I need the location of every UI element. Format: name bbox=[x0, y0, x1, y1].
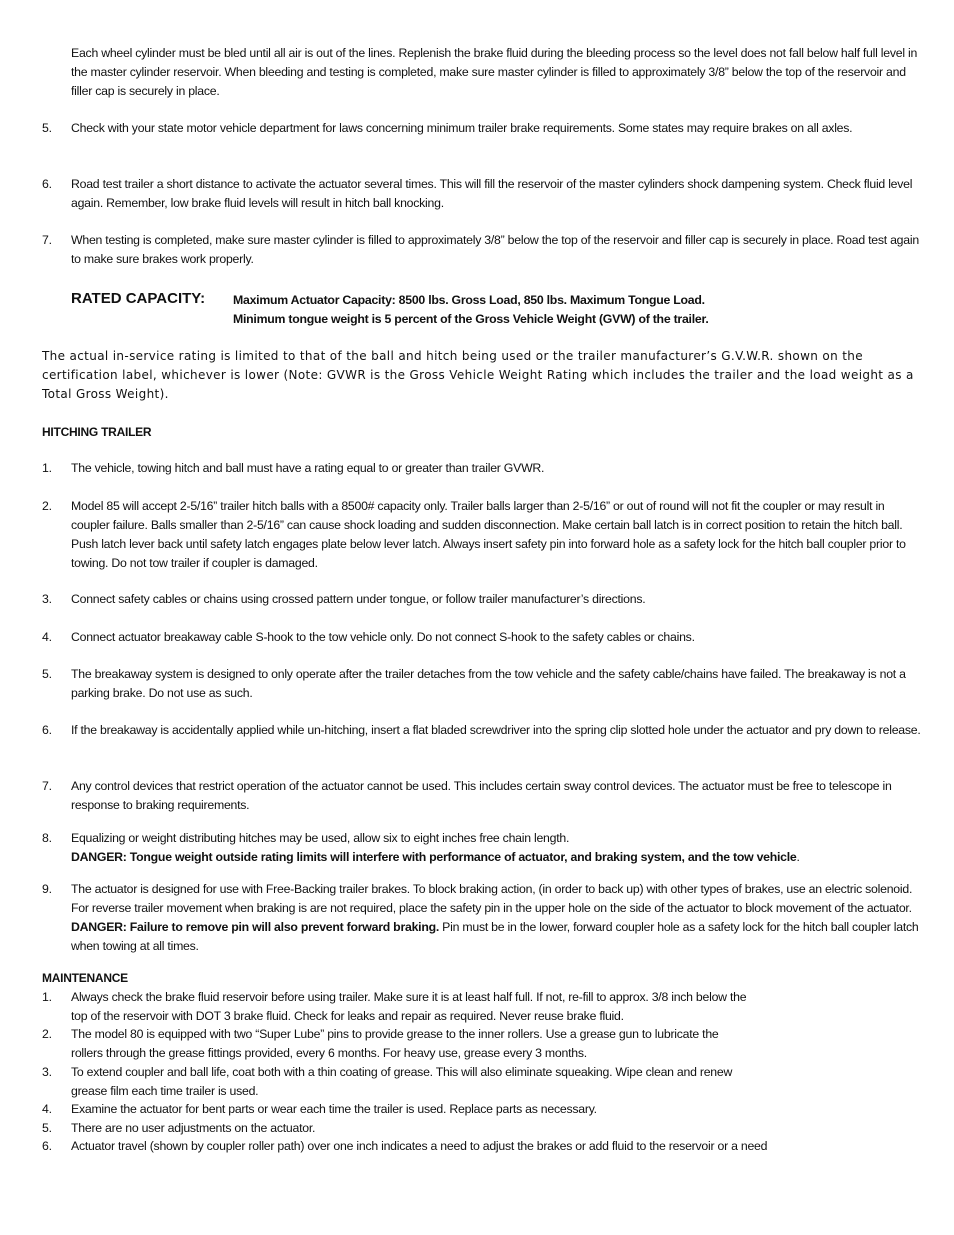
item-text-line: Examine the actuator for bent parts or wear each time the trailer is used. Replace parts as necessary. bbox=[71, 1102, 597, 1116]
item-number: 6. bbox=[42, 177, 52, 191]
item-text: Model 85 will accept 2-5/16” trailer hitch balls with a 8500# capacity only. Trailer balls larger than 2-5/16” or out of round will not fit the coupler or may result in coupler failure. Balls smaller than 2-5/16” can cause shock loading and sudden disconnection. Make certain ball latch is in correct position to retain the hitch ball. Push latch lever back until safety latch engages plate below lever latch. Always insert safety pin into forward hole as a safety lock for the hitch ball coupler prior to towing. Do not tow trailer if coupler is damaged. bbox=[71, 499, 906, 570]
danger-text: DANGER: Failure to remove pin will also prevent forward braking. bbox=[71, 920, 440, 934]
item-number: 4. bbox=[42, 1102, 52, 1116]
item-text-line: There are no user adjustments on the actuator. bbox=[71, 1121, 316, 1135]
item-number: 9. bbox=[42, 882, 52, 896]
rated-capacity-line-1: Maximum Actuator Capacity: 8500 lbs. Gross Load, 850 lbs. Maximum Tongue Load. bbox=[233, 293, 705, 307]
item-text: Road test trailer a short distance to activate the actuator several times. This will fill the reservoir of the master cylinders shock dampening system. Check fluid level again. Remember, low brake fluid levels will result in hitch ball knocking. bbox=[71, 177, 913, 210]
item-text: Connect safety cables or chains using crossed pattern under tongue, or follow trailer manufacturer’s directions. bbox=[71, 592, 646, 606]
danger-text: DANGER: Tongue weight outside rating limits will interfere with performance of actuator, and braking system, and the tow vehicle bbox=[71, 850, 797, 864]
item-text-block bbox=[71, 1025, 921, 1062]
item-number: 2. bbox=[42, 1027, 52, 1041]
item-text: The vehicle, towing hitch and ball must have a rating equal to or greater than trailer GVWR. bbox=[71, 461, 545, 475]
item-text-line: top of the reservoir with DOT 3 brake fluid. Check for leaks and repair as required. Never reuse brake fluid. bbox=[71, 1008, 624, 1023]
item-number: 7. bbox=[42, 233, 52, 247]
section-heading-maintenance: MAINTENANCE bbox=[42, 971, 128, 985]
item-text-line: Always check the brake fluid reservoir before using trailer. Make sure it is at least half full. If not, re-fill to approx. 3/8 inch below the bbox=[71, 990, 747, 1004]
rated-capacity-label: RATED CAPACITY: bbox=[71, 290, 206, 307]
item-number: 2. bbox=[42, 499, 52, 513]
item-text: The breakaway system is designed to only operate after the trailer detaches from the tow vehicle and the safety cable/chains have failed. The breakaway is not a parking brake. Do not use as such. bbox=[71, 667, 906, 700]
item-number: 1. bbox=[42, 990, 52, 1004]
item-text: Equalizing or weight distributing hitches may be used, allow six to eight inches free chain length. bbox=[71, 831, 570, 845]
item-number: 5. bbox=[42, 121, 52, 135]
item-number: 7. bbox=[42, 779, 52, 793]
item-number: 3. bbox=[42, 592, 52, 606]
item-text-block bbox=[71, 829, 921, 867]
item-text-line: rollers through the grease fittings provided, every 6 months. For heavy use, grease every 3 months. bbox=[71, 1045, 587, 1060]
item-text: When testing is completed, make sure master cylinder is filled to approximately 3/8” below the top of the reservoir and filler cap is securely in place. Road test again to make sure brakes work properly. bbox=[71, 233, 919, 266]
item-text-block bbox=[71, 988, 921, 1025]
item-text: The actuator is designed for use with Free-Backing trailer brakes. To block braking action, (in order to back up) with other types of brakes, use an electric solenoid. For reverse trailer movement when braking is are not required, place the safety pin in the upper hole on the side of the actuator to block movement of the actuator. bbox=[71, 882, 913, 915]
item-text: Check with your state motor vehicle department for laws concerning minimum trailer brake requirements. Some states may require brakes on all axles. bbox=[71, 121, 853, 135]
item-text-line: The model 80 is equipped with two “Super Lube” pins to provide grease to the inner rollers. Use a grease gun to lubricate the bbox=[71, 1027, 719, 1041]
item-number: 8. bbox=[42, 831, 52, 845]
item-number: 6. bbox=[42, 1139, 52, 1153]
item-number: 4. bbox=[42, 630, 52, 644]
item-text: If the breakaway is accidentally applied while un-hitching, insert a flat bladed screwdriver into the spring clip slotted hole under the actuator and pry down to release. bbox=[71, 723, 921, 737]
intro-paragraph: Each wheel cylinder must be bled until all air is out of the lines. Replenish the brake fluid during the bleeding process so the level does not fall below half full level in the master cylinder reservoir. When bleeding and testing is completed, make sure master cylinder is filled to approximately 3/8” below the top of the reservoir and filler cap is securely in place. bbox=[71, 46, 918, 98]
item-number: 1. bbox=[42, 461, 52, 475]
section-heading-hitching: HITCHING TRAILER bbox=[42, 425, 152, 439]
item-text-block bbox=[71, 1063, 921, 1100]
rating-note: The actual in-service rating is limited to that of the ball and hitch being used or the trailer manufacturer’s G.V.W.R. shown on the certification label, whichever is lower (Note: GVWR is the Gross Vehicle Weight Rating which includes the trailer and the load weight as a Total Gross Weight). bbox=[42, 349, 914, 401]
item-text-line: To extend coupler and ball life, coat both with a thin coating of grease. This will also eliminate squeaking. Wipe clean and renew bbox=[71, 1065, 733, 1079]
danger-tail: . bbox=[796, 850, 800, 864]
item-number: 5. bbox=[42, 667, 52, 681]
item-text-continued: Pin must be in the lower, forward coupler hole as a safety lock for the hitch ball coupler latch when towing at all times. bbox=[71, 920, 919, 953]
item-text: Connect actuator breakaway cable S-hook to the tow vehicle only. Do not connect S-hook to the safety cables or chains. bbox=[71, 630, 695, 644]
item-number: 6. bbox=[42, 723, 52, 737]
item-text-block bbox=[71, 880, 921, 956]
item-number: 5. bbox=[42, 1121, 52, 1135]
item-number: 3. bbox=[42, 1065, 52, 1079]
item-text-line: grease film each time trailer is used. bbox=[71, 1083, 259, 1098]
item-text: Any control devices that restrict operation of the actuator cannot be used. This includes certain sway control devices. The actuator must be free to telescope in response to braking requirements. bbox=[71, 779, 892, 812]
rated-capacity-line-2: Minimum tongue weight is 5 percent of the Gross Vehicle Weight (GVW) of the trailer. bbox=[233, 312, 709, 326]
item-text-line: Actuator travel (shown by coupler roller path) over one inch indicates a need to adjust the brakes or add fluid to the reservoir or a need bbox=[71, 1139, 768, 1153]
danger-warning bbox=[71, 848, 921, 867]
